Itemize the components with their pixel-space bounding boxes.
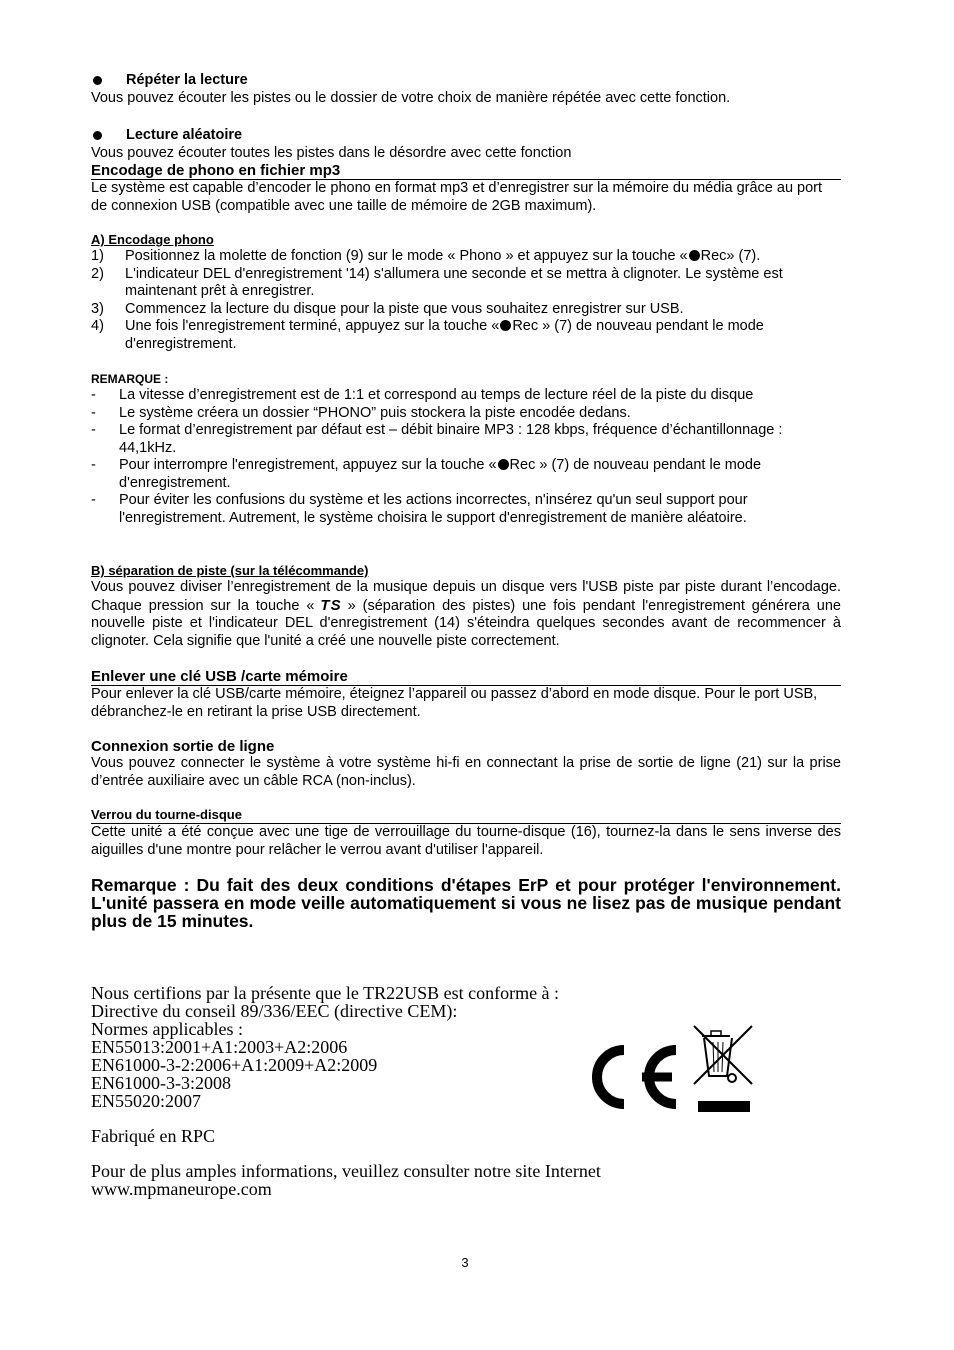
record-dot-icon <box>500 320 511 331</box>
repeat-heading: Répéter la lecture <box>91 72 841 90</box>
compliance-marks <box>580 1022 756 1116</box>
remove-usb-title: Enlever une clé USB /carte mémoire <box>91 668 841 686</box>
list-item: - La vitesse d’enregistrement est de 1:1 et correspond au temps de lecture réel de la piste du disque <box>91 387 754 403</box>
cert-line: EN61000-3-3:2008 <box>91 1073 231 1093</box>
ce-weee-marks <box>580 1022 756 1116</box>
list-item: - Pour éviter les confusions du système et les actions incorrectes, n'insérez qu'un seul support pour l'enregistrement. Autrement, le système choisira le support d'enregistrement de manière aléatoire. <box>91 492 748 526</box>
bullet-icon <box>93 131 102 140</box>
cert-line: Nous certifions par la présente que le TR22USB est conforme à : <box>91 983 560 1003</box>
line-out-title: Connexion sortie de ligne <box>91 738 275 755</box>
remark-title: REMARQUE : <box>91 372 169 386</box>
section-a-title: A) Encodage phono <box>91 232 214 247</box>
website: www.mpmaneurope.com <box>91 1179 272 1199</box>
made-in: Fabriqué en RPC <box>91 1126 215 1146</box>
encoding-title: Encodage de phono en fichier mp3 <box>91 162 841 180</box>
section-b-text: Vous pouvez diviser l’enregistrement de la musique depuis un disque vers l'USB piste par piste durant l’encodage. Chaque pression sur la touche « TS » (séparation des pistes) une fois pendant l'enregistrement générera une nouvelle piste et l'indicateur DEL d'enregistrement (14) s'éteindra quelques secondes avant de recommencer à clignoter. Cela signifie que l'unité a créé une nouvelle piste correctement. <box>91 579 841 649</box>
page-number: 3 <box>461 1255 469 1270</box>
repeat-text: Vous pouvez écouter les pistes ou le dossier de votre choix de manière répétée avec cette fonction. <box>91 89 731 106</box>
cert-line: EN55020:2007 <box>91 1091 201 1111</box>
cert-line: EN61000-3-2:2006+A1:2009+A2:2009 <box>91 1055 378 1075</box>
bullet-icon <box>93 76 102 85</box>
more-info: Pour de plus amples informations, veuillez consulter notre site Internet <box>91 1161 601 1181</box>
list-item: - Pour interrompre l'enregistrement, appuyez sur la touche « Rec » (7) de nouveau pendant le mode d'enregistrement. <box>91 457 762 491</box>
lock-title: Verrou du tourne-disque <box>91 807 841 824</box>
track-split-icon: TS <box>320 596 342 614</box>
record-dot-icon <box>689 250 700 261</box>
section-b-title: B) séparation de piste (sur la télécommande) <box>91 563 369 578</box>
cert-line: Normes applicables : <box>91 1019 243 1039</box>
list-item: - Le format d’enregistrement par défaut est – débit binaire MP3 : 128 kbps, fréquence d’échantillonnage : 44,1kHz. <box>91 422 783 456</box>
list-item: 2) L'indicateur DEL d'enregistrement '14) s'allumera une seconde et se mettra à clignoter. Le système est maintenant prêt à enregistrer. <box>91 265 783 299</box>
lock-text: Cette unité a été conçue avec une tige de verrouillage du tourne-disque (16), tournez-la dans le sens inverse des aiguilles d'une montre pour relâcher le verrou avant d'utiliser l'appareil. <box>91 824 841 858</box>
encoding-intro: Le système est capable d’encoder le phono en format mp3 et d’enregistrer sur la mémoire du média grâce au port de connexion USB (compatible avec une taille de mémoire de 2GB maximum). <box>91 180 823 214</box>
list-item: - Le système créera un dossier “PHONO” puis stockera la piste encodée dedans. <box>91 404 631 421</box>
record-dot-icon <box>498 459 509 470</box>
list-item: 4) Une fois l'enregistrement terminé, appuyez sur la touche « Rec » (7) de nouveau pendant le mode d'enregistrement. <box>91 318 764 352</box>
line-out-text: Vous pouvez connecter le système à votre système hi-fi en connectant la prise de sortie de ligne (21) sur la prise d’entrée auxiliaire avec un câble RCA (non-inclus). <box>91 755 841 789</box>
list-item: 3) Commencez la lecture du disque pour la piste que vous souhaitez enregistrer sur USB. <box>91 300 684 317</box>
cert-line: Directive du conseil 89/336/EEC (directive CEM): <box>91 1001 458 1021</box>
cert-line: EN55013:2001+A1:2003+A2:2006 <box>91 1037 348 1057</box>
encoding-steps <box>91 248 841 353</box>
list-item: 1) Positionnez la molette de fonction (9) sur le mode « Phono » et appuyez sur la touche « Rec» (7). <box>91 248 761 264</box>
erp-note: Remarque : Du fait des deux conditions d'étapes ErP et pour protéger l'environnement. L'unité passera en mode veille automatiquement si vous ne lisez pas de musique pendant plus de 15 minutes. <box>91 875 841 931</box>
remark-list <box>91 387 841 527</box>
ce-mark-icon <box>597 1050 676 1104</box>
random-heading: Lecture aléatoire <box>91 127 841 145</box>
random-text: Vous pouvez écouter toutes les pistes dans le désordre avec cette fonction <box>91 144 572 161</box>
remove-usb-text: Pour enlever la clé USB/carte mémoire, éteignez l’appareil ou passez d’abord en mode disque. Pour le port USB, débranchez-le en retirant la prise USB directement. <box>91 686 818 720</box>
weee-crossed-bin-icon <box>694 1026 752 1112</box>
